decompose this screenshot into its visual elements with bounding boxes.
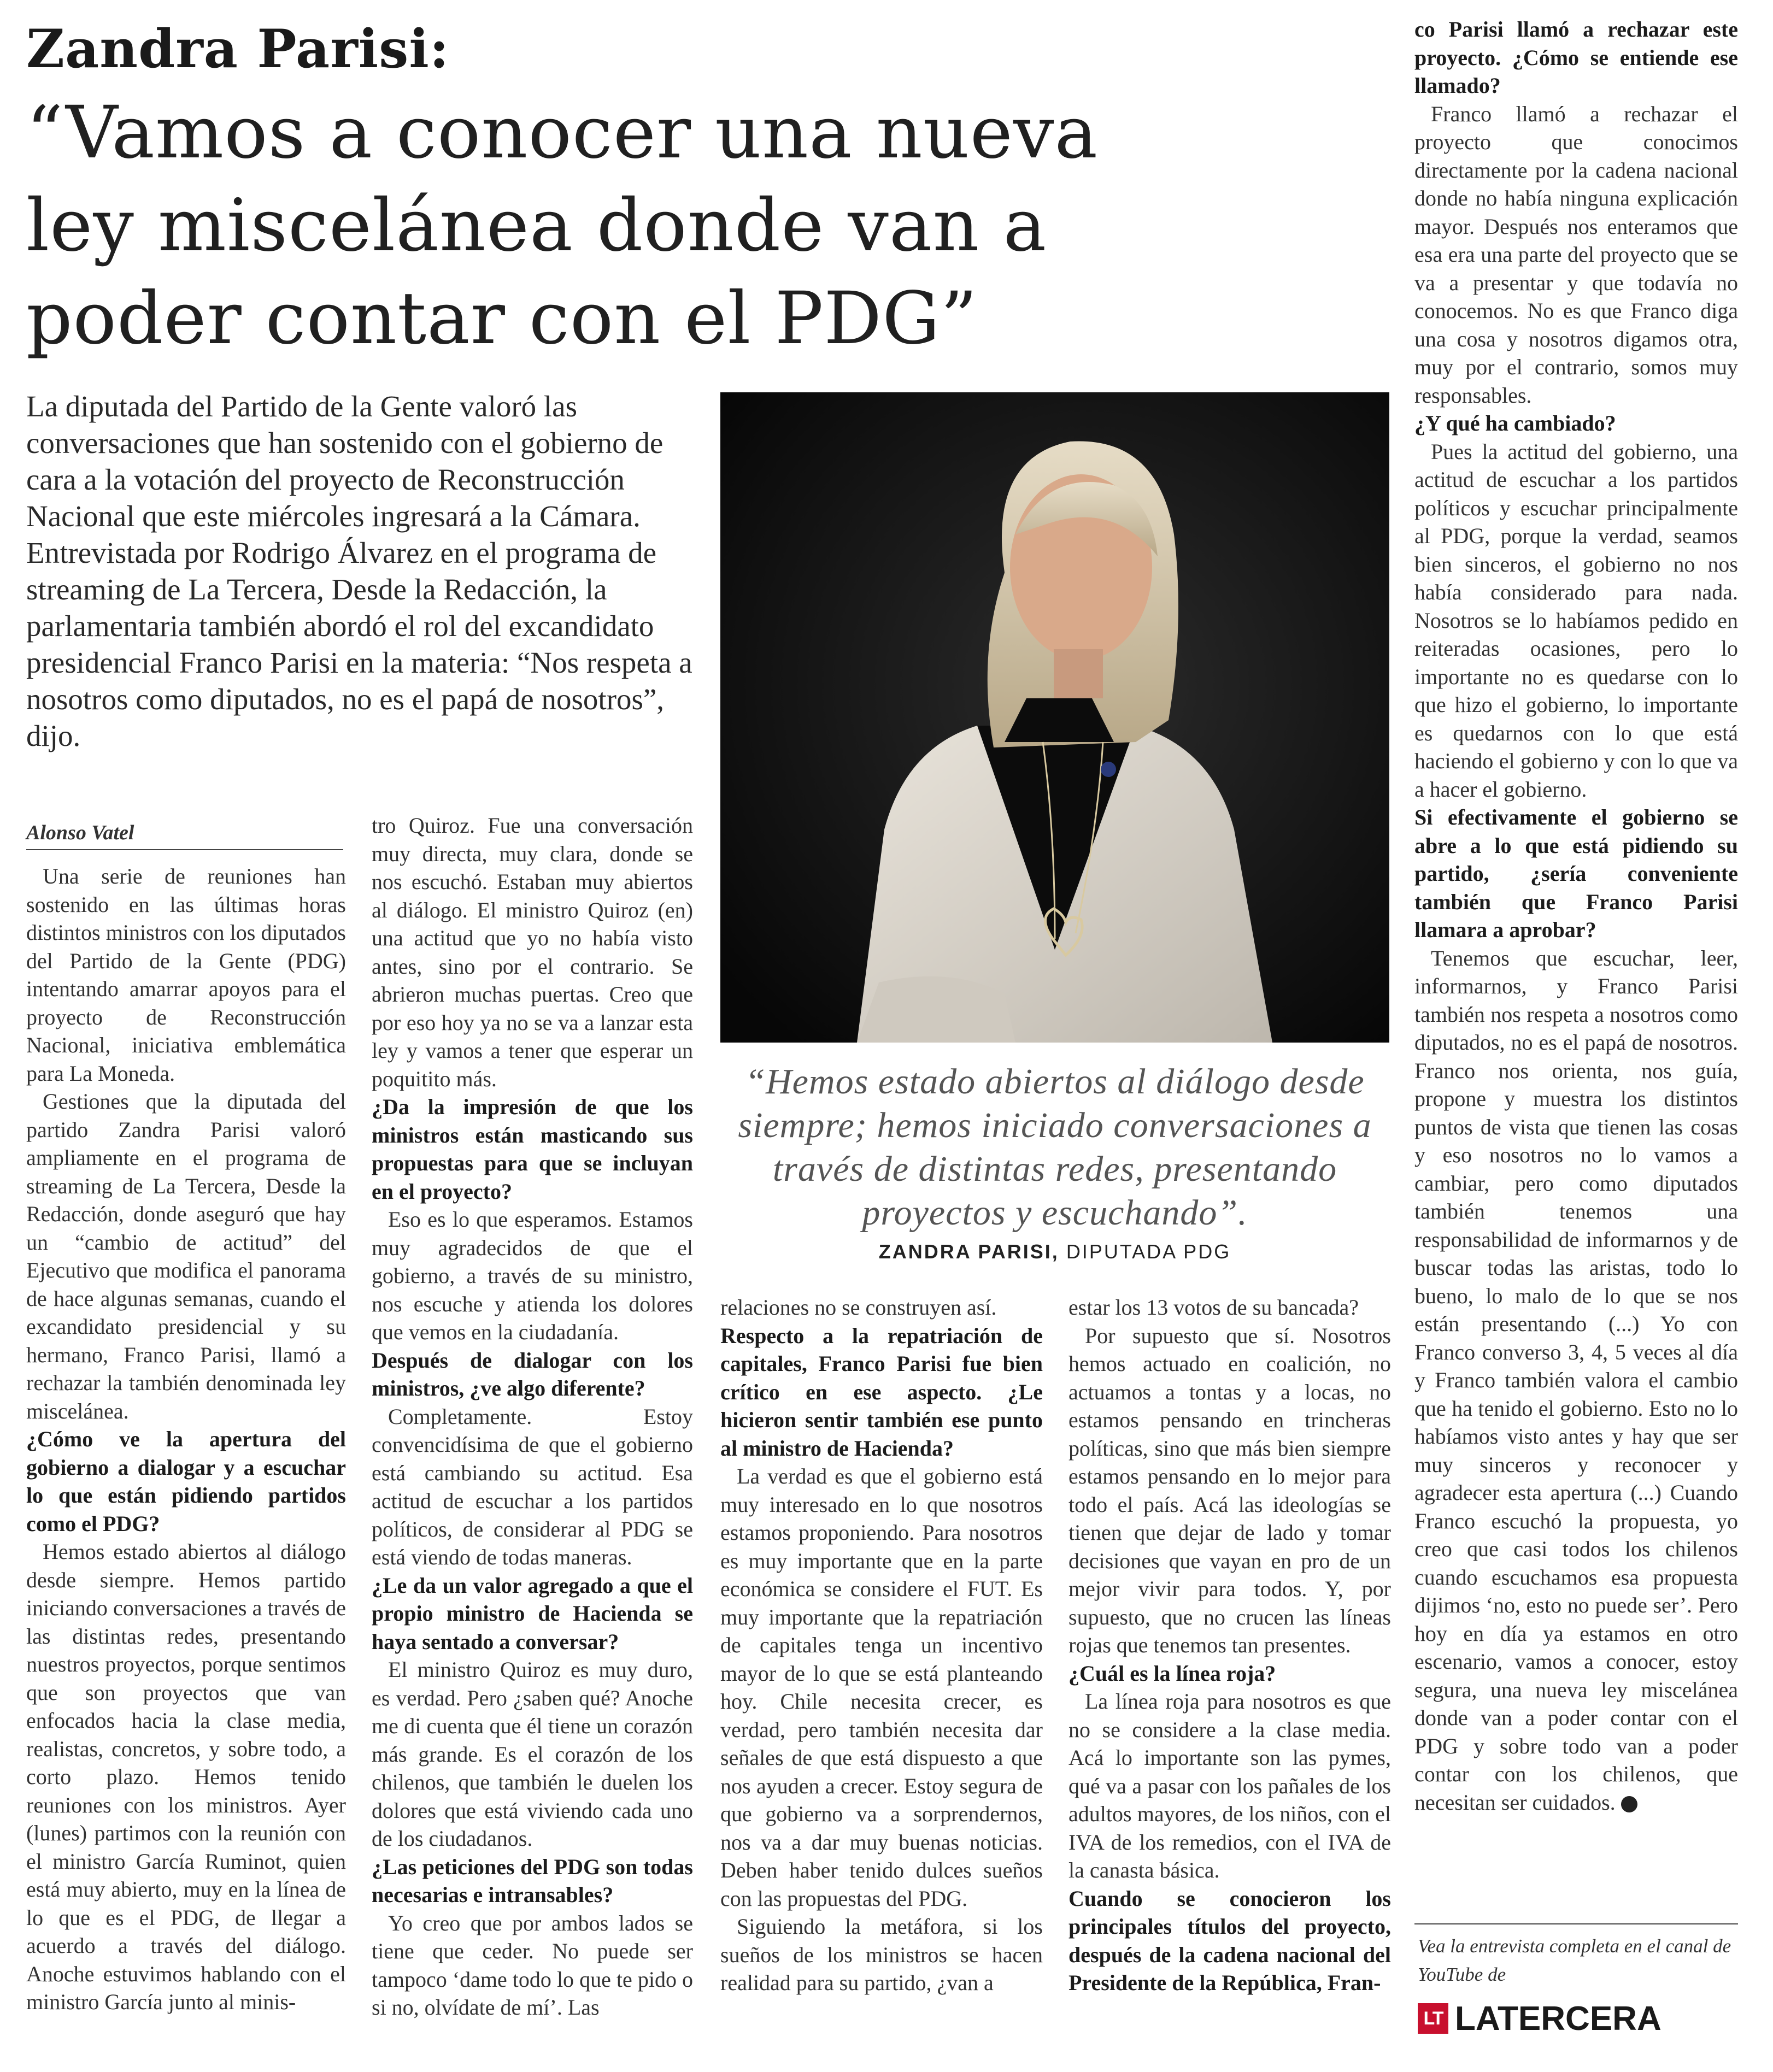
interview-question: ¿Le da un valor agregado a que el propio ministro de Hacienda se haya sentado a conversar? xyxy=(372,1573,693,1654)
portrait-photo xyxy=(720,392,1389,1043)
body-paragraph: La verdad es que el gobierno está muy interesado en lo que nosotros estamos proponiendo. Para nosotros es muy importante que en la parte económica se considere el FUT. Es muy importante que la repatriación de capitales tenga un incentivo mayor de lo que se está planteando hoy. Chile necesita crecer, es verdad, pero también necesita dar señales de que está dispuesto a que nos ayuden a crecer. Estoy segura de que gobierno va a sorprendernos, nos va a dar muy buenas noticias. Deben haber tenido dulces sueños con las propuestas del PDG. xyxy=(720,1464,1043,1911)
kicker: Zandra Parisi: xyxy=(26,18,450,80)
body-paragraph: Franco llamó a rechazar el proyecto que conocimos directamente por la cadena nacional donde no había ninguna explicación mayor. Después nos enteramos que esa era una parte del proyecto que se va a presentar y que todavía no conocemos. No es que Franco diga una cosa y nosotros digamos otra, muy por el contrario, somos muy responsables. xyxy=(1414,101,1738,408)
body-paragraph: Una serie de reuniones han sostenido en las últimas horas distintos ministros con los diputados del Partido de la Gente (PDG) intentando amarrar apoyos para el proyecto de Reconstrucción Nacional, iniciativa emblemática para La Moneda. xyxy=(26,864,346,1086)
body-paragraph: Por supuesto que sí. Nosotros hemos actuado en coalición, no actuamos a tontas y a locas, no estamos pensando en trincheras políticas, sino que más bien siempre estamos pensando en lo mejor para todo el país. Acá las ideologías se tienen que dejar de lado y tomar decisiones que vayan en pro de un mejor vivir para todos. Y, por supuesto, que no crucen las líneas rojas que tenemos tan presentes. xyxy=(1069,1323,1391,1657)
body-column-1 xyxy=(26,862,346,2016)
body-paragraph: Hemos estado abiertos al diálogo desde siempre. Hemos partido iniciando conversaciones a través de las distintas redes, presentando nuestros proyectos, porque sentimos que son proyectos que van enfocados hacia la clase media, realistas, concretos, y sobre todo, a corto plazo. Hemos tenido reuniones con los ministros. Ayer (lunes) partimos con la reunión con el ministro García Ruminot, quien está muy abierto, muy en la línea de lo que es el PDG, de llegar a acuerdo a través del diálogo. Anoche estuvimos hablando con el ministro García junto al minis- xyxy=(26,1539,346,2014)
body-paragraph: estar los 13 votos de su bancada? xyxy=(1069,1295,1359,1320)
interview-question: co Parisi llamó a rechazar este proyecto. ¿Cómo se entiende ese llamado? xyxy=(1414,17,1738,98)
interview-question: Si efectivamente el gobierno se abre a lo que está pidiendo su partido, ¿sería conveniente también que Franco Parisi llamara a aprobar? xyxy=(1414,805,1738,942)
promo-text: Vea la entrevista completa en el canal de YouTube de xyxy=(1418,1935,1731,1985)
logo-wordmark: LATERCERA xyxy=(1455,2000,1662,2038)
interview-question: ¿Y qué ha cambiado? xyxy=(1414,411,1616,435)
interview-question: ¿Las peticiones del PDG son todas necesarias e intransables? xyxy=(372,1854,693,1907)
body-paragraph: Yo creo que por ambos lados se tiene que ceder. No puede ser tampoco ‘dame todo lo que te pido o si no, olvídate de mí’. Las xyxy=(372,1910,693,2020)
pull-quote-credit xyxy=(720,1240,1389,1263)
headline: “Vamos a conocer una nueva ley miscelánea donde van a poder contar con el PDG” xyxy=(26,91,1099,361)
pull-quote: “Hemos estado abiertos al diálogo desde siempre; hemos iniciado conversaciones a través de distintas redes, presentando proyectos y escuchando”. xyxy=(738,1062,1372,1233)
body-paragraph xyxy=(1414,944,1738,1817)
body-paragraph: Pues la actitud del gobierno, una actitud de escuchar a los partidos políticos y escuchar principalmente al PDG, porque la verdad, seamos bien sinceros, el gobierno no nos había considerado para nada. Nosotros se lo habíamos pedido en reiteradas ocasiones, pero lo importante no es quedarse con lo que hizo el gobierno, lo importante es quedarnos con lo que está haciendo el gobierno y con lo que va a hacer el gobierno. xyxy=(1414,439,1738,802)
body-column-2 xyxy=(372,811,693,2022)
lead-paragraph: La diputada del Partido de la Gente valoró las conversaciones que han sostenido con el gobierno de cara a la votación del proyecto de Reconstrucción Nacional que este miércoles ingresará a la Cámara. Entrevistada por Rodrigo Álvarez en el programa de streaming de La Tercera, Desde la Redacción, la parlamentaria también abordó el rol del excandidato presidencial Franco Parisi en la materia: “Nos respeta a nosotros como diputados, no es el papá de nosotros”, dijo. xyxy=(26,390,692,752)
body-paragraph: El ministro Quiroz es muy duro, es verdad. Pero ¿saben qué? Anoche me di cuenta que él tiene un corazón más grande. Es el corazón de los chilenos, que también le duelen los dolores que está viviendo cada uno de los ciudadanos. xyxy=(372,1657,693,1851)
interview-question: ¿Cuál es la línea roja? xyxy=(1069,1661,1276,1686)
quote-author-role: DIPUTADA PDG xyxy=(1066,1240,1231,1263)
body-paragraph: La línea roja para nosotros es que no se considere a la clase media. Acá lo importante son las pymes, qué va a pasar con los pañales de los adultos mayores, de los niños, con el IVA de los remedios, con el IVA de la canasta básica. xyxy=(1069,1689,1391,1882)
body-column-3 xyxy=(720,1293,1043,1997)
interview-question: Respecto a la repatriación de capitales, Franco Parisi fue bien crítico en ese aspecto. ¿Le hicieron sentir también ese punto al ministro de Hacienda? xyxy=(720,1323,1043,1461)
body-column-4 xyxy=(1069,1293,1391,1997)
body-paragraph: Eso es lo que esperamos. Estamos muy agradecidos de que el gobierno, a través de su ministro, nos escuche y atienda los dolores que vemos en la ciudadanía. xyxy=(372,1207,693,1344)
byline: Alonso Vatel xyxy=(26,821,343,850)
portrait-illustration xyxy=(720,392,1389,1043)
interview-question: ¿Cómo ve la apertura del gobierno a dialogar y a escuchar lo que están pidiendo partidos como el PDG? xyxy=(26,1427,346,1536)
logo-mark: LT xyxy=(1418,2003,1448,2034)
body-paragraph: relaciones no se construyen así. xyxy=(720,1295,997,1320)
body-column-5 xyxy=(1414,15,1738,1816)
interview-question: ¿Da la impresión de que los ministros están masticando sus propuestas para que se incluyan en el proyecto? xyxy=(372,1094,693,1204)
body-paragraph: Completamente. Estoy convencidísima de que el gobierno está cambiando su actitud. Esa actitud de escuchar a los partidos políticos, de considerar al PDG se está viendo de todas maneras. xyxy=(372,1404,693,1569)
promo-divider xyxy=(1414,1923,1738,1924)
body-paragraph: Siguiendo la metáfora, si los sueños de los ministros se hacen realidad para su partido, ¿van a xyxy=(720,1914,1043,1995)
quote-author: ZANDRA PARISI, xyxy=(878,1240,1059,1263)
interview-question: Después de dialogar con los ministros, ¿ve algo diferente? xyxy=(372,1347,693,1400)
end-mark-icon: 8 xyxy=(1621,1796,1637,1812)
body-paragraph: Gestiones que la diputada del partido Zandra Parisi valoró ampliamente en el programa de streaming de La Tercera, Desde la Redacción, donde aseguró que hay un “cambio de actitud” del Ejecutivo que modifica el panorama de hace algunas semanas, cuando el excandidato presidencial y su hermano, Franco Parisi, llamó a rechazar la también denominada ley miscelánea. xyxy=(26,1089,346,1423)
body-paragraph: tro Quiroz. Fue una conversación muy directa, muy clara, donde se nos escuchó. Estaban muy abiertos al diálogo. El ministro Quiroz (en) una actitud que yo no había visto antes, sino por el contrario. Se abrieron muchas puertas. Creo que por eso hoy ya no se va a lanzar esta ley y vamos a tener que esperar un poquitito más. xyxy=(372,813,693,1091)
interview-question: Cuando se conocieron los principales títulos del proyecto, después de la cadena nacional del Presidente de la República, Fran- xyxy=(1069,1886,1391,1995)
body-paragraph-text: Tenemos que escuchar, leer, informarnos, y Franco Parisi también nos respeta a nosotros como diputados, no es el papá de nosotros. Franco nos orienta, nos guía, propone y muestra los distintos puntos de vista que tienen las cosas y eso nosotros no lo vamos a cambiar, pero como diputados también tenemos una responsabilidad de informarnos y de buscar todas las aristas, todo lo bueno, lo malo de lo que se nos están presentando (...) Yo con Franco converso 3, 4, 5 veces al día y Franco también valora el cambio que ha tenido el gobierno. Esto no lo habíamos visto antes y hay que ser muy sinceros y reconocer y agradecer esta apertura (...) Cuando Franco escuchó la propuesta, yo creo que casi todos los chilenos cuando escuchamos esa propuesta dijimos ‘no, esto no puede ser’. Pero hoy en día ya estamos en otro escenario, vamos a conocer, estoy segura, una nueva ley miscelánea donde van a poder contar con el PDG y sobre todo van a poder contar con los chilenos, que necesitan ser cuidados. xyxy=(1414,945,1738,1815)
